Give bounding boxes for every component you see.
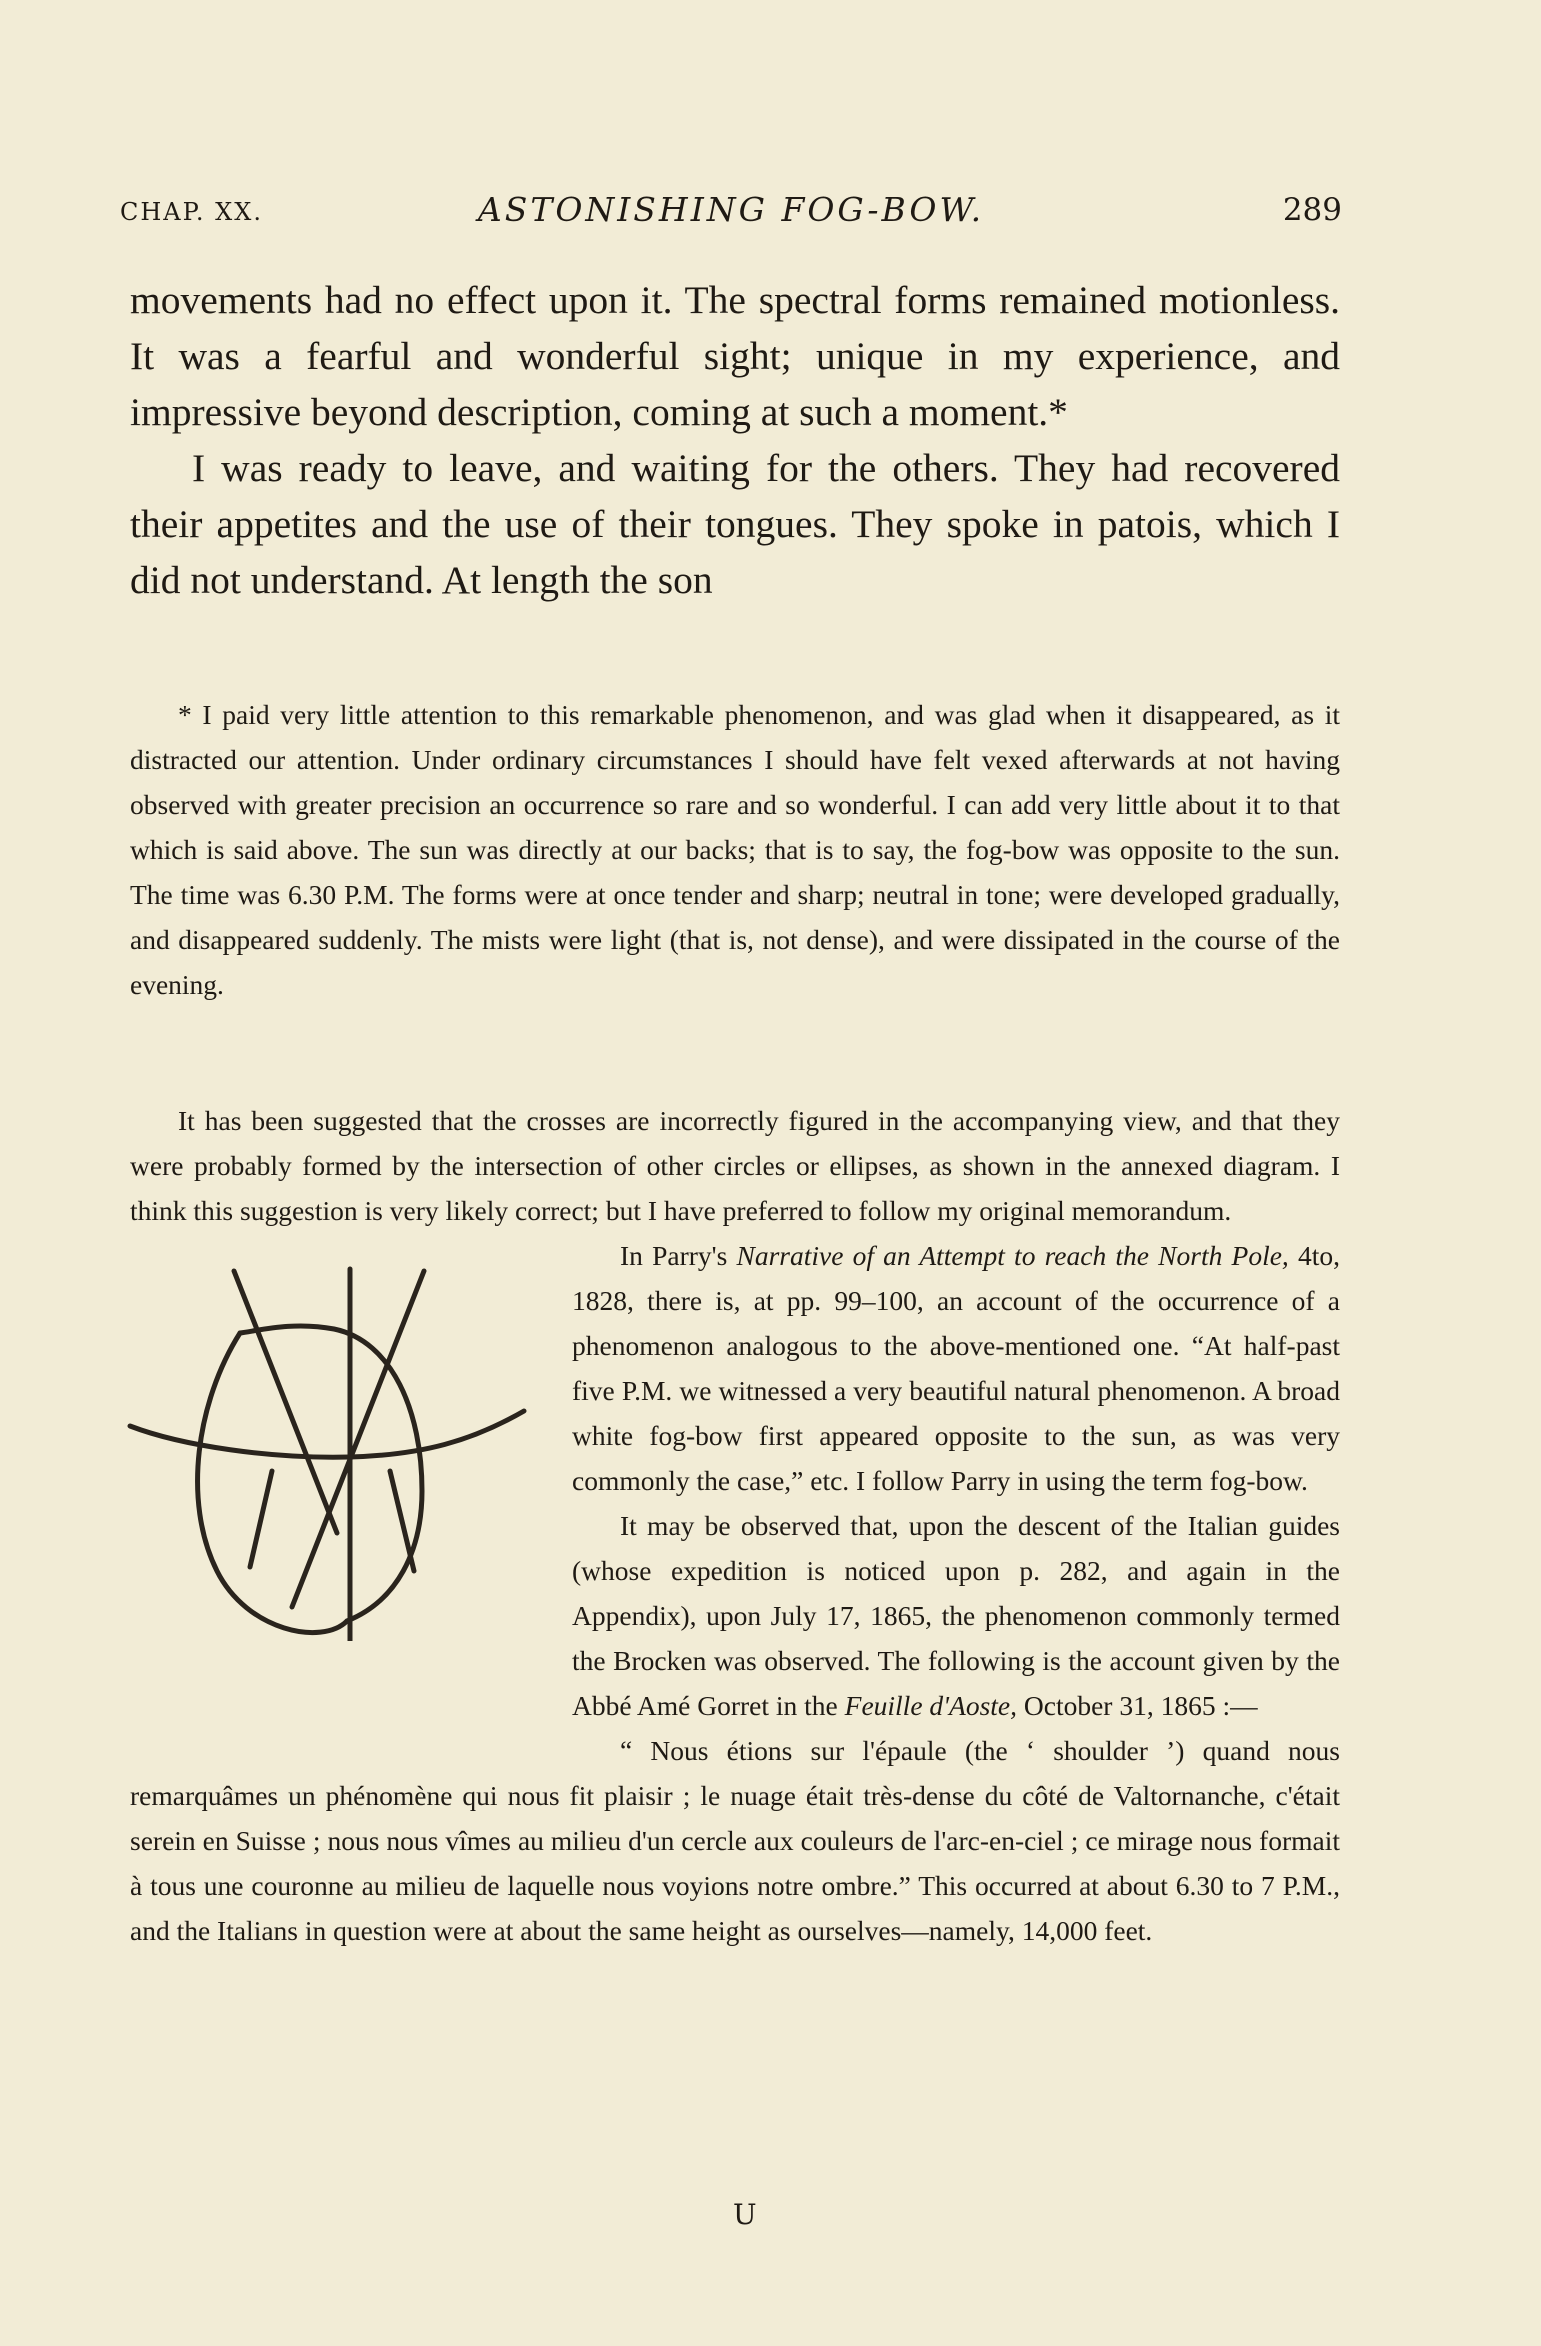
diagram-section — [130, 1098, 1340, 1953]
ellipse-outline-right — [240, 1326, 422, 1621]
newspaper-title: Feuille d'Aoste, — [844, 1690, 1017, 1721]
running-title: ASTONISHING FOG-BOW. — [477, 190, 985, 229]
left-inner-stroke — [250, 1471, 272, 1567]
main-paragraph-2: I was ready to leave, and waiting for the others. They had recovered their appetites and the use of their tongues. They spoke in patois, which I did not understand. At length the son — [130, 446, 1340, 602]
book-title-parry: Narrative of an Attempt to reach the North Pole, — [736, 1240, 1289, 1271]
signature-mark: U — [733, 2198, 757, 2231]
left-diagonal — [234, 1271, 337, 1533]
section-paragraph-1: It has been suggested that the crosses are incorrectly figured in the accompanying view, and that they were probably formed by the intersection of other circles or ellipses, as shown in the annexed diagram. I think this suggestion is very likely correct; but I have preferred to follow my original memorandum. — [130, 1105, 1340, 1226]
section-paragraph-2: In Parry's Narrative of an Attempt to reach the North Pole, 4to, 1828, there is, at pp. 99–100, an account of the occurrence of a phenomenon analogous to the above-mentioned one. “At half-past five P.M. we witnessed a very beautiful natural phenomenon. A broad white fog-bow first appeared opposite to the sun, as was very commonly the case,” etc. I follow Parry in using the term fog-bow. — [572, 1240, 1340, 1496]
main-paragraph-1: movements had no effect upon it. The spectral forms remained motionless. It was a fearful and wonderful sight; unique in my experience, and impressive beyond description, coming at such a moment.* — [130, 278, 1340, 434]
ellipse-outline — [198, 1333, 347, 1633]
section-paragraph-3: It may be observed that, upon the descent of the Italian guides (whose expedition is noticed upon p. 282, and again in the Appendix), upon July 17, 1865, the phenomenon commonly termed the Brocken was observed. The following is the account given by the Abbé Amé Gorret in the Feuille d'Aoste, October 31, 1865 :— — [572, 1510, 1340, 1721]
footnote-text: * I paid very little attention to this remarkable phenomenon, and was glad when it disappeared, as it distracted our attention. Under ordinary circumstances I should have felt vexed afterwards at not having observed with greater precision an occurrence so rare and so wonderful. I can add very little about it to that which is said above. The sun was directly at our backs; that is to say, the fog-bow was opposite to the sun. The time was 6.30 P.M. The forms were at once tender and sharp; neutral in tone; were developed gradually, and disappeared suddenly. The mists were light (that is, not dense), and were dissipated in the course of the evening. — [130, 699, 1340, 1000]
fog-bow-diagram-svg — [122, 1221, 572, 1641]
chapter-label: CHAP. XX. — [120, 198, 263, 226]
footnote — [130, 692, 1340, 1007]
fog-bow-diagram — [122, 1233, 572, 1773]
horizontal-arc — [130, 1411, 524, 1457]
page-number: 289 — [1282, 192, 1342, 228]
right-inner-stroke — [390, 1471, 414, 1571]
right-diagonal — [292, 1271, 424, 1607]
section-paragraph-4: “ Nous étions sur l'épaule (the ‘ shoulder ’) quand nous remarquâmes un phénomène qui nous fit plaisir ; le nuage était très-dense du côté de Valtornanche, c'était serein en Suisse ; nous nous vîmes au milieu d'un cercle aux couleurs de l'arc-en-ciel ; ce mirage nous formait à tous une couronne au milieu de laquelle nous voyions notre ombre.” This occurred at about 6.30 to 7 P.M., and the Italians in question were at about the same height as ourselves—namely, 14,000 feet. — [130, 1735, 1340, 1946]
main-text — [130, 272, 1340, 608]
running-header — [120, 190, 1342, 240]
